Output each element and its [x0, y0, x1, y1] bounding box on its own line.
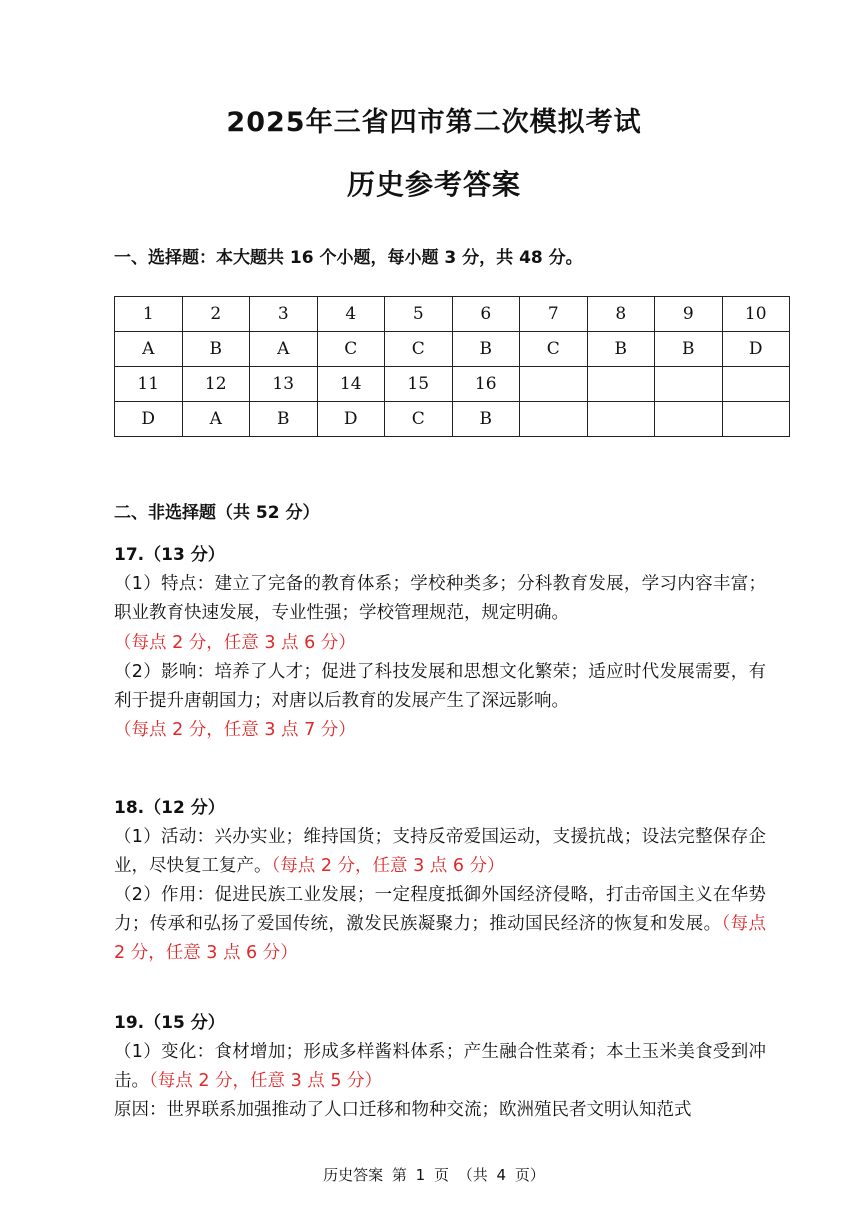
table-cell: 15 [385, 367, 453, 402]
table-cell: B [250, 402, 318, 437]
table-cell: A [250, 332, 318, 367]
table-row [115, 402, 790, 437]
question-19-part1-text: （1）变化：食材增加；形成多样酱料体系；产生融合性菜肴；本土玉米美食受到冲击。 [114, 1042, 766, 1091]
table-cell: C [317, 332, 385, 367]
answer-subtitle: 历史参考答案 [346, 168, 521, 201]
table-cell [520, 367, 588, 402]
table-cell: B [655, 332, 723, 367]
question-17-part2: （2）影响：培养了人才；促进了科技发展和思想文化繁荣；适应时代发展需要，有利于提升唐朝国力；对唐以后教育的发展产生了深远影响。 [114, 662, 766, 711]
choice-answer-table [114, 296, 790, 437]
exam-title: 2025年三省四市第二次模拟考试 [226, 107, 642, 138]
table-cell: B [587, 332, 655, 367]
table-cell: 1 [115, 297, 183, 332]
table-cell [587, 367, 655, 402]
table-cell [587, 402, 655, 437]
question-19-part1-scoring: （每点 2 分，任意 3 点 5 分） [149, 1071, 383, 1091]
question-17-heading: 17.（13 分） [114, 545, 225, 565]
page-footer: 历史答案 第 1 页 （共 4 页） [323, 1166, 545, 1184]
table-cell: 10 [722, 297, 790, 332]
table-cell: C [385, 402, 453, 437]
table-cell: 3 [250, 297, 318, 332]
table-cell [520, 402, 588, 437]
table-cell: 4 [317, 297, 385, 332]
table-cell: B [182, 332, 250, 367]
table-cell: 8 [587, 297, 655, 332]
table-row [115, 297, 790, 332]
question-18-part2 [114, 881, 766, 968]
table-cell: C [520, 332, 588, 367]
question-17-part1-scoring: （每点 2 分，任意 3 点 6 分） [114, 633, 356, 653]
question-18-part1-scoring: （每点 2 分，任意 3 点 6 分） [271, 856, 505, 876]
table-cell: 6 [452, 297, 520, 332]
table-cell: D [115, 402, 183, 437]
table-cell: 16 [452, 367, 520, 402]
question-17-part2-scoring: （每点 2 分，任意 3 点 7 分） [114, 720, 356, 740]
table-cell: 5 [385, 297, 453, 332]
question-18-part2-scoring: （每点 2 分，任意 3 点 6 分） [114, 914, 767, 963]
question-18-heading: 18.（12 分） [114, 798, 225, 818]
table-cell: B [452, 402, 520, 437]
section1-heading: 一、选择题：本大题共 16 个小题，每小题 3 分，共 48 分。 [114, 248, 583, 268]
table-cell: C [385, 332, 453, 367]
table-cell: 2 [182, 297, 250, 332]
table-cell [722, 367, 790, 402]
question-18-part1-text: （1）活动：兴办实业；维持国货；支持反帝爱国运动，支援抗战；设法完整保存企业，尽快复工复产。 [114, 827, 766, 876]
table-cell: 12 [182, 367, 250, 402]
table-cell [655, 402, 723, 437]
table-cell: 9 [655, 297, 723, 332]
section2-heading: 二、非选择题（共 52 分） [114, 503, 320, 523]
question-19-reason: 原因：世界联系加强推动了人口迁移和物种交流；欧洲殖民者文明认知范式 [114, 1100, 692, 1120]
table-cell: D [317, 402, 385, 437]
question-17-part1: （1）特点：建立了完备的教育体系；学校种类多；分科教育发展，学习内容丰富；职业教育快速发展，专业性强；学校管理规范，规定明确。 [114, 574, 766, 623]
table-cell: A [182, 402, 250, 437]
table-cell: 7 [520, 297, 588, 332]
table-row [115, 367, 790, 402]
question-19-part1 [114, 1038, 766, 1096]
table-cell: B [452, 332, 520, 367]
table-cell: A [115, 332, 183, 367]
table-row [115, 332, 790, 367]
table-cell [655, 367, 723, 402]
question-19-heading: 19.（15 分） [114, 1013, 225, 1033]
table-cell [722, 402, 790, 437]
question-18-part2-text: （2）作用：促进民族工业发展；一定程度抵御外国经济侵略，打击帝国主义在华势力；传承和弘扬了爱国传统，激发民族凝聚力；推动国民经济的恢复和发展。 [114, 885, 766, 934]
table-cell: 11 [115, 367, 183, 402]
table-cell: 13 [250, 367, 318, 402]
table-cell: 14 [317, 367, 385, 402]
question-18-part1 [114, 823, 766, 881]
table-cell: D [722, 332, 790, 367]
